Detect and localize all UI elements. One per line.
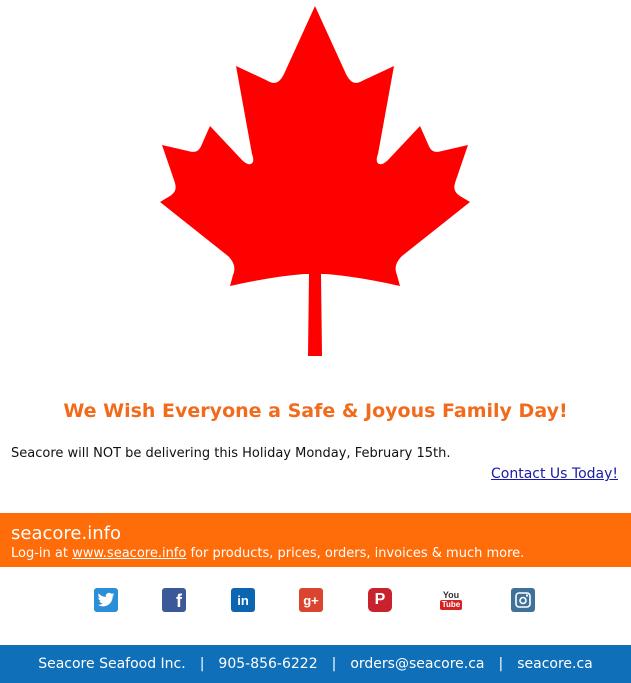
facebook-icon[interactable]: f (162, 588, 186, 612)
footer-email[interactable]: orders@seacore.ca (350, 656, 485, 672)
social-icons-row (0, 588, 631, 616)
footer-website[interactable]: seacore.ca (517, 656, 593, 672)
banner-site-title: seacore.info (11, 523, 121, 544)
twitter-icon[interactable] (94, 588, 118, 612)
footer-separator: | (199, 656, 205, 672)
footer-phone[interactable]: 905-856-6222 (218, 656, 318, 672)
headline: We Wish Everyone a Safe & Joyous Family Day! (63, 400, 568, 422)
footer-separator: | (498, 656, 504, 672)
login-link[interactable]: www.seacore.info (72, 546, 187, 561)
google-plus-icon[interactable]: g+ (299, 588, 323, 612)
maple-leaf-shape (160, 6, 470, 356)
maple-leaf-image (150, 4, 480, 356)
instagram-icon[interactable] (511, 588, 535, 612)
footer-bar (0, 645, 631, 683)
contact-us-link[interactable]: Contact Us Today! (490, 466, 618, 482)
linkedin-icon[interactable]: in (231, 588, 255, 612)
login-prefix: Log-in at (11, 546, 73, 561)
delivery-notice: Seacore will NOT be delivering this Holiday Monday, February 15th. (11, 446, 451, 461)
footer-company: Seacore Seafood Inc. (38, 656, 186, 672)
footer-separator: | (331, 656, 337, 672)
info-banner (0, 513, 631, 567)
login-suffix: for products, prices, orders, invoices & much more. (186, 546, 525, 561)
banner-login-text (11, 546, 524, 561)
pinterest-icon[interactable]: P (368, 588, 392, 612)
youtube-icon[interactable]: You Tube (439, 588, 463, 612)
